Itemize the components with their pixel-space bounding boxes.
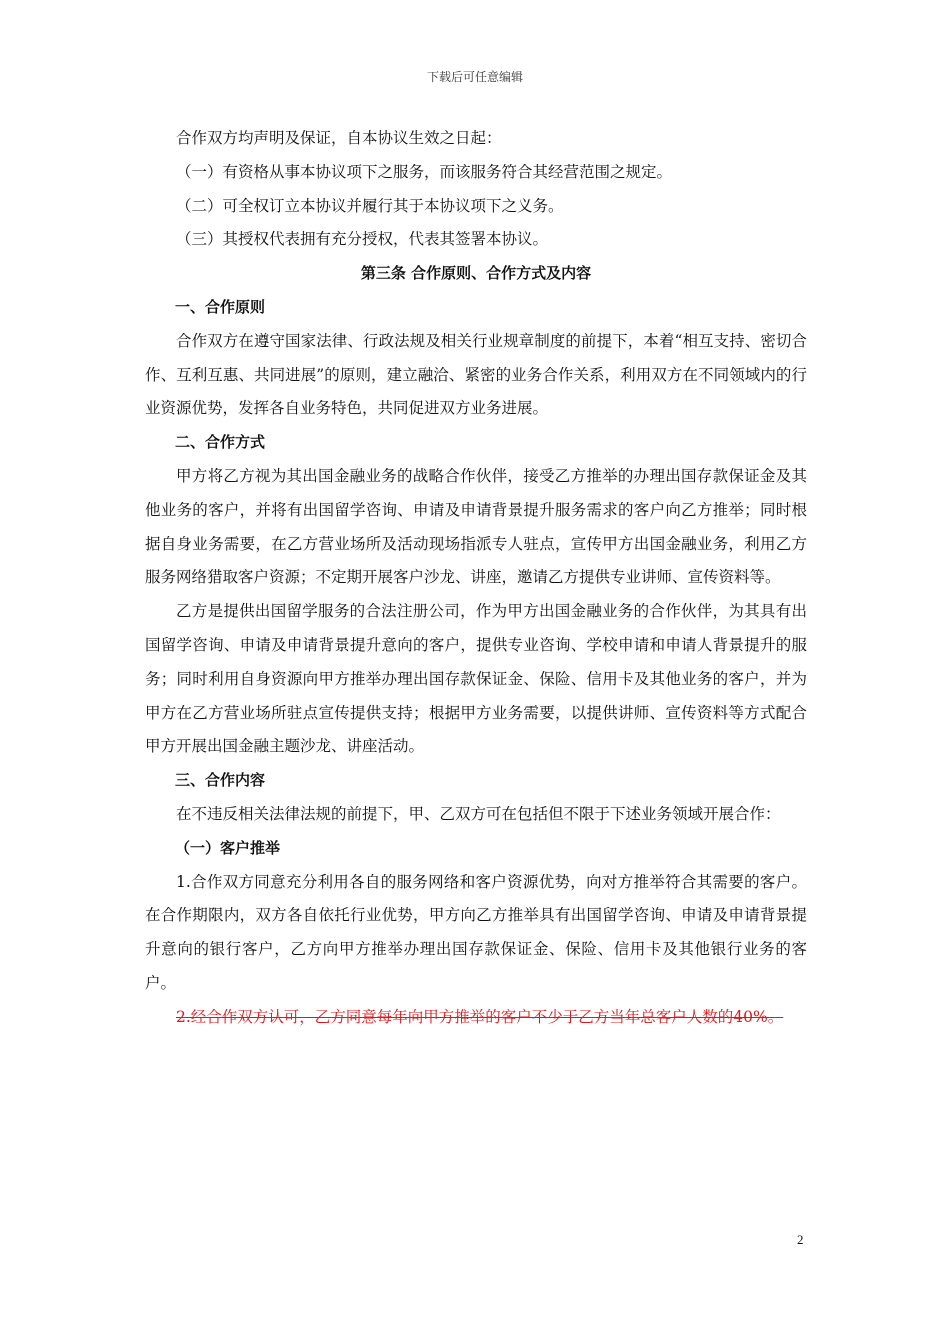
paragraph: 甲方将乙方视为其出国金融业务的战略合作伙伴，接受乙方推举的办理出国存款保证金及其他业务的客户，并将有出国留学咨询、申请及申请背景提升服务需求的客户向乙方推举；同时根据自身业务需要，在乙方营业场所及活动现场指派专人驻点，宣传甲方出国金融业务，利用乙方服务网络猎取客户资源；不定期开展客户沙龙、讲座，邀请乙方提供专业讲师、宣传资料等。 (145, 466, 807, 587)
paragraph: 乙方是提供出国留学服务的合法注册公司，作为甲方出国金融业务的合作伙伴，为其具有出国留学咨询、申请及申请背景提升意向的客户，提供专业咨询、学校申请和申请人背景提升的服务；同时利用自身资源向甲方推举办理出国存款保证金、保险、信用卡及其他业务的客户，并为甲方在乙方营业场所驻点宣传提供支持；根据甲方业务需要，以提供讲师、宣传资料等方式配合甲方开展出国金融主题沙龙、讲座活动。 (145, 602, 807, 756)
deleted-paragraph: 2.经合作双方认可，乙方同意每年向甲方推举的客户不少于乙方当年总客户人数的40%。 (176, 1007, 784, 1026)
paragraph: 合作双方在遵守国家法律、行政法规及相关行业规章制度的前提下，本着“相互支持、密切合作、互利互惠、共同进展”的原则，建立融洽、紧密的业务合作关系，利用双方在不同领域内的行业资源优势，发挥各自业务特色，共同促进双方业务进展。 (145, 331, 807, 418)
section-heading: 一、合作原则 (175, 297, 266, 316)
paragraph: 合作双方均声明及保证，自本协议生效之日起： (176, 129, 502, 147)
subsection-heading: （一）客户推举 (175, 838, 281, 857)
page-number: 2 (797, 1232, 804, 1247)
paragraph: 1.合作双方同意充分利用各自的服务网络和客户资源优势，向对方推举符合其需要的客户。在合作期限内，双方各自依托行业优势，甲方向乙方推举具有出国留学咨询、申请及申请背景提升意向的银行客户，乙方向甲方推举办理出国存款保证金、保险、信用卡及其他银行业务的客户。 (145, 872, 807, 992)
paragraph: （一）有资格从事本协议项下之服务，而该服务符合其经营范围之规定。 (176, 162, 673, 181)
article-title: 第三条 合作原则、合作方式及内容 (360, 264, 592, 283)
document-body (145, 122, 807, 1035)
paragraph: 在不违反相关法律法规的前提下，甲、乙双方可在包括但不限于下述业务领域开展合作： (176, 804, 781, 823)
section-heading: 三、合作内容 (175, 771, 266, 790)
paragraph: （二）可全权订立本协议并履行其于本协议项下之义务。 (176, 196, 564, 215)
paragraph: （三）其授权代表拥有充分授权，代表其签署本协议。 (176, 230, 549, 249)
page-header: 下载后可任意编辑 (426, 70, 523, 84)
section-heading: 二、合作方式 (175, 433, 266, 452)
